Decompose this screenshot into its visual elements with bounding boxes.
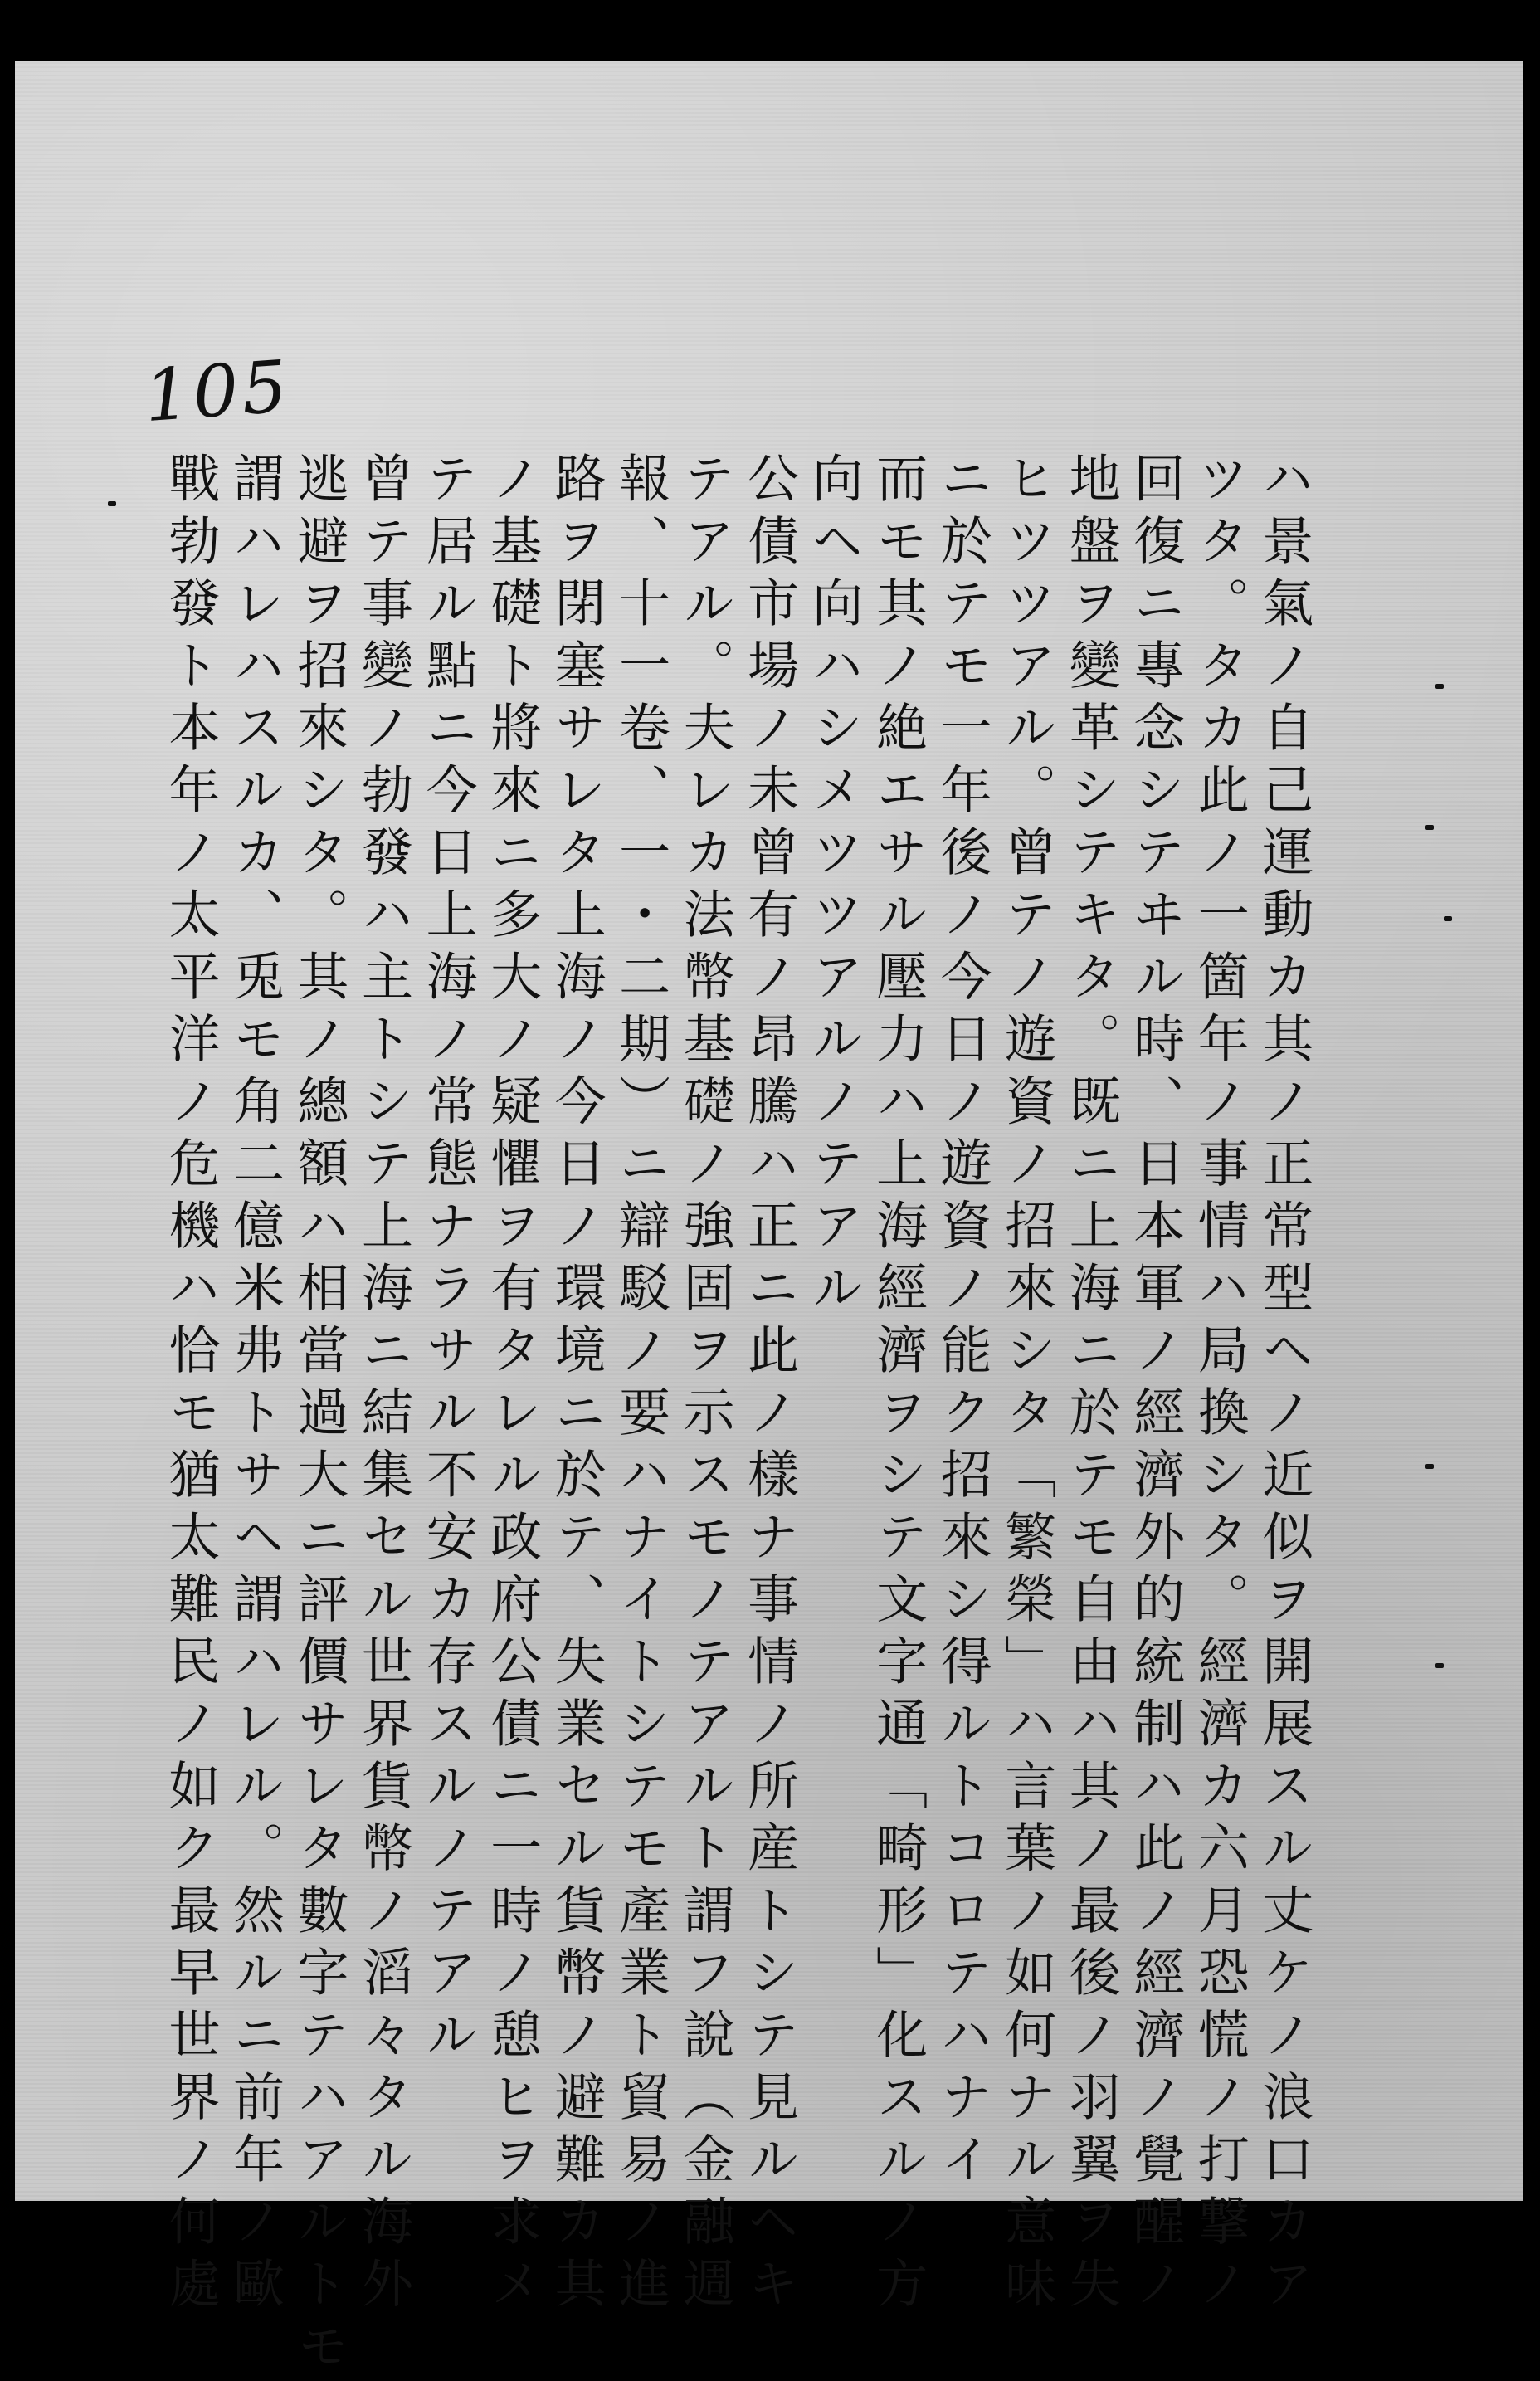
- text-column: 公債市場ノ未曾有ノ昂騰ハ正ニ此ノ樣ナ事情ノ所産トシテ見ルヘキ: [738, 451, 800, 2319]
- text-column: 地盤ヲ變革シテキタ。既ニ上海ニ於テモ自由ハ其ノ最後ノ羽翼ヲ失: [1060, 451, 1122, 2319]
- text-column: 而モ其ノ絶エサル壓力ハ上海經濟ヲシテ文字通「畸形」化スルノ方: [867, 451, 928, 2319]
- text-column: 回復ニ專念シテヰル時、日本軍ノ經濟外的統制ハ此ノ經濟ノ覺醒ノ: [1124, 451, 1186, 2319]
- text-column: 向ヘ向ハシメツツアルノテアル: [803, 451, 865, 1323]
- text-column: 曾テ事變ノ勃發ハ主トシテ上海ニ結集セル世界貨幣ノ滔々タル海外: [353, 451, 414, 2319]
- text-column: テ居ル點ニ今日上海ノ常態ナラサル不安カ存スルノテアル: [417, 451, 479, 2070]
- scan-speck: [1444, 916, 1452, 921]
- vertical-text-block: [160, 451, 1314, 2381]
- scan-speck: [1425, 1464, 1434, 1469]
- text-column: テアル。夫レカ法幣基礎ノ強固ヲ示スモノテアルト謂フ說（金融週: [675, 451, 736, 2319]
- text-column: ヒツツアル。曾テノ遊資ノ招來シタ「繁榮」ハ言葉ノ如何ナル意味: [996, 451, 1057, 2319]
- scan-speck: [1435, 684, 1444, 689]
- text-column: 戰勃發ト本年ノ太平洋ノ危機ハ恰モ猶太難民ノ如ク最早世界ノ何處: [160, 451, 221, 2319]
- scan-speck: [1435, 1663, 1444, 1668]
- text-column: ツタ。タカ此ノ一箇年ノ事情ハ局換シタ。經濟カ六月恐慌ノ打撃ノ: [1189, 451, 1250, 2319]
- text-column: ニ於テモ一年後ノ今日ノ遊資ノ能ク招來シ得ルトコロテハナイ: [932, 451, 993, 2194]
- text-column: ハ景氣ノ自己運動カ其ノ正常型ヘノ近似ヲ開展スル丈ケノ浪口カア: [1253, 451, 1314, 2319]
- text-column: 謂ハレハスルカ、兎モ角二億米弗トサヘ謂ハレル。然ルニ前年ノ歐: [224, 451, 285, 2319]
- paper-sheet: [15, 61, 1523, 2381]
- scan-speck: [108, 501, 116, 506]
- text-column: 逃避ヲ招來シタ。其ノ總額ハ相當過大ニ評價サレタ數字テハアルトモ: [289, 451, 350, 2381]
- text-column: ノ基礎ト將來ニ多大ノ疑懼ヲ有タレル政府公債ニ一時ノ憩ヒヲ求メ: [481, 451, 543, 2319]
- text-column: 報、十一卷、一・二期）ニ辯駁ノ要ハナイトシテモ產業ト貿易ノ進: [610, 451, 671, 2319]
- handwritten-page-number: 105: [141, 344, 294, 439]
- text-column: 路ヲ閉塞サレタ上海ノ今日ノ環境ニ於テ、失業セル貨幣ノ避難カ其: [546, 451, 607, 2319]
- scan-speck: [1425, 825, 1434, 830]
